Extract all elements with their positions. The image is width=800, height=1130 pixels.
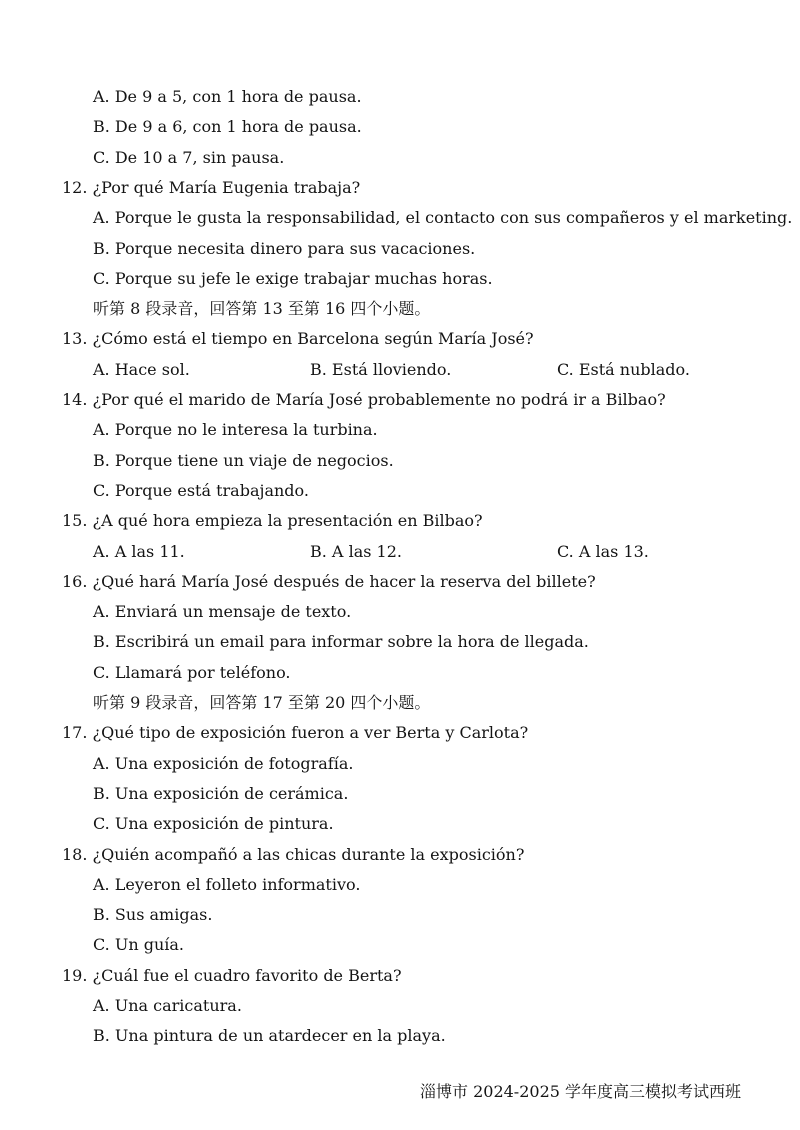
option-text: A. Porque no le interesa la turbina.	[93, 420, 378, 439]
audio-instruction: 听第 8 段录音，回答第 13 至第 16 四个小题。	[93, 299, 431, 318]
option-text: A. Leyeron el folleto informativo.	[93, 875, 361, 894]
audio-instruction: 听第 9 段录音，回答第 17 至第 20 四个小题。	[93, 693, 431, 712]
option-text: C. Llamará por teléfono.	[93, 663, 291, 682]
option-text: B. Sus amigas.	[93, 905, 213, 924]
option-text: A. De 9 a 5, con 1 hora de pausa.	[93, 87, 362, 106]
option-text: A. Una caricatura.	[93, 996, 242, 1015]
option-text: C. De 10 a 7, sin pausa.	[93, 148, 285, 167]
option-text: A. Una exposición de fotografía.	[93, 754, 354, 773]
option-text: A. Porque le gusta la responsabilidad, el contacto con sus compañeros y el marketing.	[93, 208, 793, 227]
option-text: C. Porque está trabajando.	[93, 481, 309, 500]
option-text: A. A las 11.	[93, 542, 185, 561]
option-text: B. De 9 a 6, con 1 hora de pausa.	[93, 117, 362, 136]
question-text: 17. ¿Qué tipo de exposición fueron a ver Berta y Carlota?	[62, 723, 529, 742]
option-row	[0, 360, 800, 380]
page-footer: 淄博市 2024-2025 学年度高三模拟考试西班	[420, 1082, 742, 1101]
question-text: 14. ¿Por qué el marido de María José probablemente no podrá ir a Bilbao?	[62, 390, 666, 409]
option-text: C. Porque su jefe le exige trabajar muchas horas.	[93, 269, 493, 288]
option-text: C. Está nublado.	[557, 360, 690, 379]
option-text: B. Está lloviendo.	[310, 360, 452, 379]
option-text: B. Una exposición de cerámica.	[93, 784, 349, 803]
option-text: B. Porque necesita dinero para sus vacaciones.	[93, 239, 476, 258]
option-text: C. A las 13.	[557, 542, 649, 561]
option-text: B. Porque tiene un viaje de negocios.	[93, 451, 394, 470]
question-text: 19. ¿Cuál fue el cuadro favorito de Berta?	[62, 966, 402, 985]
option-text: B. Escribirá un email para informar sobre la hora de llegada.	[93, 632, 589, 651]
question-text: 18. ¿Quién acompañó a las chicas durante la exposición?	[62, 845, 525, 864]
option-text: C. Una exposición de pintura.	[93, 814, 334, 833]
question-text: 15. ¿A qué hora empieza la presentación en Bilbao?	[62, 511, 483, 530]
option-text: A. Enviará un mensaje de texto.	[93, 602, 352, 621]
option-row	[0, 542, 800, 562]
question-text: 16. ¿Qué hará María José después de hacer la reserva del billete?	[62, 572, 596, 591]
question-text: 13. ¿Cómo está el tiempo en Barcelona según María José?	[62, 329, 534, 348]
option-text: B. Una pintura de un atardecer en la playa.	[93, 1026, 446, 1045]
question-text: 12. ¿Por qué María Eugenia trabaja?	[62, 178, 361, 197]
option-text: B. A las 12.	[310, 542, 402, 561]
option-text: A. Hace sol.	[93, 360, 190, 379]
option-text: C. Un guía.	[93, 935, 185, 954]
